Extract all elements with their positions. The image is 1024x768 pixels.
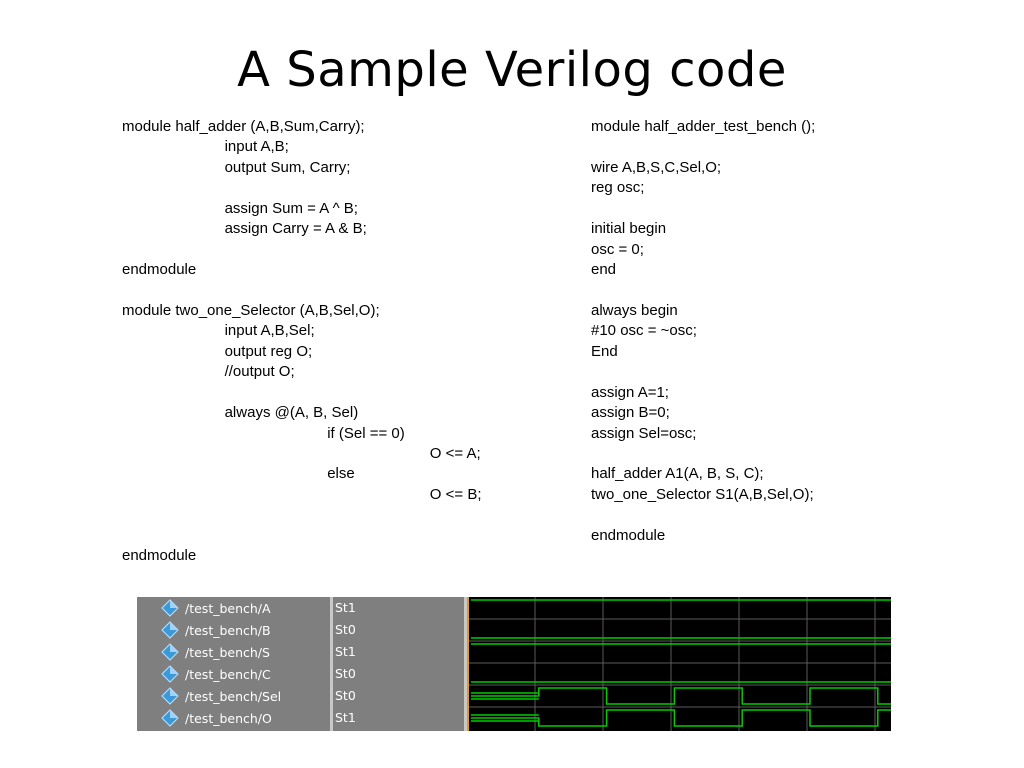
code-line: module half_adder (A,B,Sum,Carry); (122, 118, 365, 135)
code-line: endmodule (122, 261, 197, 279)
code-line: module two_one_Selector (A,B,Sel,O); (122, 301, 380, 319)
code-line: assign Sum = A ^ B; (224, 199, 358, 217)
waveform-viewer[interactable] (137, 597, 891, 731)
signal-diamond-icon (161, 687, 179, 705)
code-line (591, 281, 815, 301)
signal-value-panel (333, 597, 464, 731)
wave-plot[interactable] (467, 597, 891, 731)
signal-trace (471, 688, 891, 704)
code-line: assign A=1; (591, 383, 669, 401)
signal-name: /test_bench/Sel (185, 688, 282, 704)
code-line (591, 137, 815, 157)
code-line: End (591, 342, 618, 360)
code-line: if (Sel == 0) (327, 424, 405, 442)
code-line: output Sum, Carry; (224, 158, 351, 176)
code-line (591, 362, 815, 382)
code-line: else (327, 465, 355, 483)
code-line: assign Carry = A & B; (224, 220, 367, 238)
signal-row[interactable] (137, 597, 330, 619)
signal-name: /test_bench/O (185, 710, 272, 726)
code-line (122, 383, 482, 403)
signal-name: /test_bench/A (185, 600, 271, 616)
signal-row[interactable] (137, 707, 330, 729)
code-line (122, 240, 482, 260)
code-line: module half_adder_test_bench (); (591, 118, 816, 135)
code-line: half_adder A1(A, B, S, C); (591, 465, 764, 483)
code-line (591, 444, 815, 464)
slide-title: A Sample Verilog code (237, 42, 787, 98)
signal-name: /test_bench/C (185, 666, 271, 682)
signal-row[interactable] (137, 663, 330, 685)
code-line: O <= B; (429, 485, 482, 503)
code-line: endmodule (122, 547, 197, 565)
code-line: end (591, 261, 617, 279)
signal-diamond-icon (161, 643, 179, 661)
code-line: input A,B,Sel; (224, 322, 315, 340)
signal-value: St0 (335, 688, 356, 703)
left-code-block (122, 117, 482, 567)
code-line: endmodule (591, 526, 666, 544)
right-code-block (591, 117, 815, 546)
signal-row[interactable] (137, 641, 330, 663)
signal-value: St1 (335, 644, 356, 659)
code-line (122, 178, 482, 198)
signal-trace (471, 710, 891, 726)
signal-name-panel (137, 597, 330, 731)
code-line: assign Sel=osc; (591, 424, 697, 442)
signal-diamond-icon (161, 709, 179, 727)
code-line: initial begin (591, 220, 667, 238)
code-line: O <= A; (429, 445, 481, 462)
code-line: wire A,B,S,C,Sel,O; (591, 158, 722, 176)
code-line: //output O; (224, 363, 295, 381)
code-line: two_one_Selector S1(A,B,Sel,O); (591, 485, 814, 503)
signal-value: St1 (335, 600, 356, 615)
code-line: output reg O; (224, 342, 313, 360)
signal-value: St0 (335, 622, 356, 637)
signal-value: St0 (335, 666, 356, 681)
code-line (122, 526, 482, 546)
code-line: input A,B; (224, 138, 289, 156)
code-line (591, 505, 815, 525)
signal-name: /test_bench/B (185, 622, 271, 638)
code-line: osc = 0; (591, 240, 644, 258)
signal-value: St1 (335, 710, 356, 725)
signal-name: /test_bench/S (185, 644, 270, 660)
code-line: always begin (591, 301, 678, 319)
code-line (122, 505, 482, 525)
code-line (122, 281, 482, 301)
signal-diamond-icon (161, 599, 179, 617)
code-line: always @(A, B, Sel) (224, 404, 359, 422)
signal-row[interactable] (137, 619, 330, 641)
signal-diamond-icon (161, 665, 179, 683)
signal-row[interactable] (137, 685, 330, 707)
code-line (591, 199, 815, 219)
signal-diamond-icon (161, 621, 179, 639)
code-line: assign B=0; (591, 404, 670, 422)
code-line: reg osc; (591, 179, 645, 197)
code-line: #10 osc = ~osc; (591, 322, 697, 340)
